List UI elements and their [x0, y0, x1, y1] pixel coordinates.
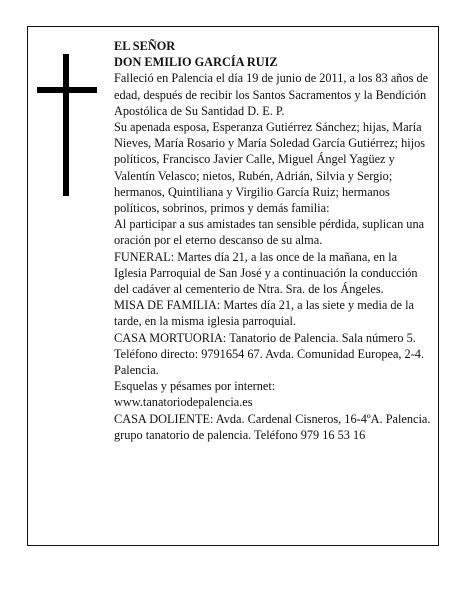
family-paragraph: Su apenada esposa, Esperanza Gutiérrez Sánchez; hijas, María Nieves, María Rosario y María Soledad García Gutiérrez; hijos políticos, Francisco Javier Calle, Miguel Ángel Yagüez y Valentín Velasco; nietos, Rubén, Adrián, Silvia y Sergio; hermanos, Quintiliana y Virgilio García Ruiz; hermanos políticos, sobrinos, primos y demás familia:: [114, 120, 426, 216]
heading-line-1: EL SEÑOR: [114, 39, 176, 53]
website-link[interactable]: www.tanatoriodepalencia.es: [114, 395, 253, 410]
death-notice-paragraph: Falleció en Palencia el día 19 de junio de 2011, a los 83 años de edad, después de recibir los Santos Sacramentos y la Bendición Apostólica de Su Santidad D. E. P.: [114, 71, 429, 118]
obituary-text: [114, 38, 432, 443]
cross-horizontal-bar: [37, 87, 97, 93]
cross-vertical-bar: [63, 54, 69, 196]
family-mass-paragraph: MISA DE FAMILIA: Martes día 21, a las siete y media de la tarde, en la misma iglesia parroquial.: [114, 298, 414, 329]
mortuary-paragraph: CASA MORTUORIA: Tanatorio de Palencia. Sala número 5. Teléfono directo: 9791654 67. Avda. Comunidad Europea, 2-4. Palencia.: [114, 330, 425, 378]
prayer-request-paragraph: Al participar a sus amistades tan sensible pérdida, suplican una oración por el eterno descanso de su alma.: [114, 217, 425, 248]
deceased-name: DON EMILIO GARCÍA RUIZ: [114, 55, 278, 70]
funeral-home-contact: grupo tanatorio de palencia. Teléfono 979 16 53 16: [114, 427, 366, 442]
mourning-house-paragraph: CASA DOLIENTE: Avda. Cardenal Cisneros, 16-4ºA. Palencia.: [114, 411, 431, 426]
funeral-paragraph: FUNERAL: Martes día 21, a las once de la mañana, en la Iglesia Parroquial de San José y a continuación la conducción del cadáver al cementerio de Ntra. Sra. de los Ángeles.: [114, 249, 418, 297]
internet-condolences-label: Esquelas y pésames por internet:: [114, 379, 276, 394]
